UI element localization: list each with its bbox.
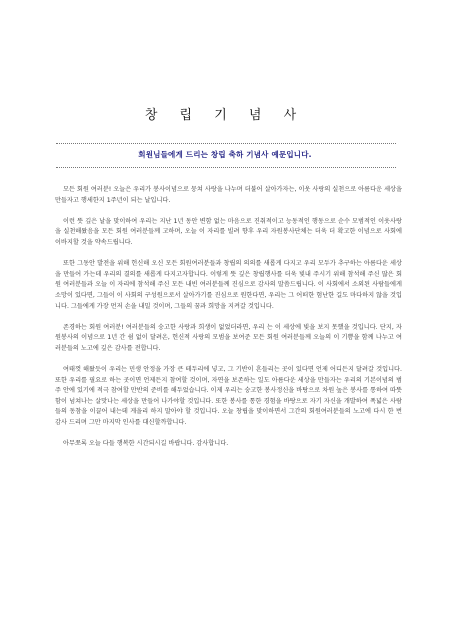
subtitle-bottom-divider: [56, 167, 396, 168]
paragraph-commitment: 여태껏 해왔듯이 우리는 민생 안정을 가장 큰 테두리에 넣고, 그 기반이 흔들리는 곳이 있다면 언제 어디든지 달려갈 것입니다. 또한 우리를 필요로 하는 곳이면 언제든지 참여할 것이며, 자연을 보존하는 일도 아름다운 세상을 만들자는 우리의 기본이념의 범주 안에 있기에 적극 참여할 만반의 준비를 해두었습니다. 이제 우리는 숭고한 봉사정신을 바탕으로 차원 높은 봉사를 통하여 따뜻함이 넘쳐나는 살맛나는 세상을 만들어 나가야할 것입니다. 또한 봉사를 통한 경험을 바탕으로 자기 자신을 개발하여 폭넓은 사람들의 동참을 이끌어 내는데 게을리 하지 말아야 할 것입니다. 오늘 창립을 맞이하면서 그간의 회원여러분들의 노고에 다시 한 번 감사 드리며 그만 마지막 인사를 대신할까합니다.: [55, 366, 402, 427]
document-subtitle: 회원님들에게 드리는 창립 축하 기념사 예문입니다.: [138, 150, 312, 159]
paragraph-thanks: 또한 그동안 발전을 위해 헌신해 오신 모든 회원여러분들과 창립의 의의를 새롭게 다지고 우리 모두가 추구하는 아름다운 세상을 만들어 가는데 우리의 결의를 새롭게 다지고자합니다. 이렇게 뜻 깊은 창립행사를 더욱 빛내 주시기 위해 참석해 주신 많은 회원 여러분들과 오늘 이 자리에 참석해 주신 모든 내빈 여러분들께 진심으로 감사의 말씀드립니다. 이 사회에서 소외된 사람들에게 소망이 있다면, 그들이 이 사회의 구성원으로서 살아가기를 진심으로 원한다면, 우리는 그 어떠한 험난한 길도 마다하지 않을 것입니다. 그들에게 가장 먼저 손을 내밀 것이며, 그들의 꿈과 희망을 지켜갈 것입니다.: [55, 260, 402, 310]
subtitle-top-divider: [56, 143, 396, 144]
document-title: 창 립 기 념 사: [144, 108, 306, 123]
paragraph-anniversary: 이런 뜻 깊은 날을 맞이하여 우리는 지난 1년 동안 변함 없는 마음으로 진취적이고 능동적인 행동으로 순수 모범적인 이웃사랑을 실천해왔음을 모든 회원 여러분들께 고하며, 오늘 이 자리를 빌려 향후 우리 자원봉사단체는 더욱 더 확고한 이념으로 사회에 이바지할 것을 약속드립니다.: [55, 217, 402, 246]
document-body: [55, 185, 402, 460]
paragraph-respect: 존경하는 회원 여러분! 여러분들의 숭고한 사랑과 희생이 없었더라면, 우리 는 이 세상에 빛을 보지 못했을 것입니다. 단지, 자원봉사의 이념으로 1년 간 쉼 없이 달려온, 헌신적 사랑의 모범을 보여준 모든 회원 여러분들께 오늘의 이 기쁨을 함께 나누고 여러분들의 노고에 깊은 감사를 전합니다.: [55, 323, 402, 352]
paragraph-greeting: 모든 회원 여러분! 오늘은 우리가 봉사이념으로 뭉쳐 사랑을 나누며 더불어 살아가자는, 이웃 사랑의 실천으로 아름다운 세상을 만들자고 행세한지 1주년이 되는 날입니다.: [55, 186, 402, 204]
paragraph-closing: 아무쪼록 오늘 다들 행복한 시간되시길 바랍니다. 감사합니다.: [63, 440, 229, 448]
